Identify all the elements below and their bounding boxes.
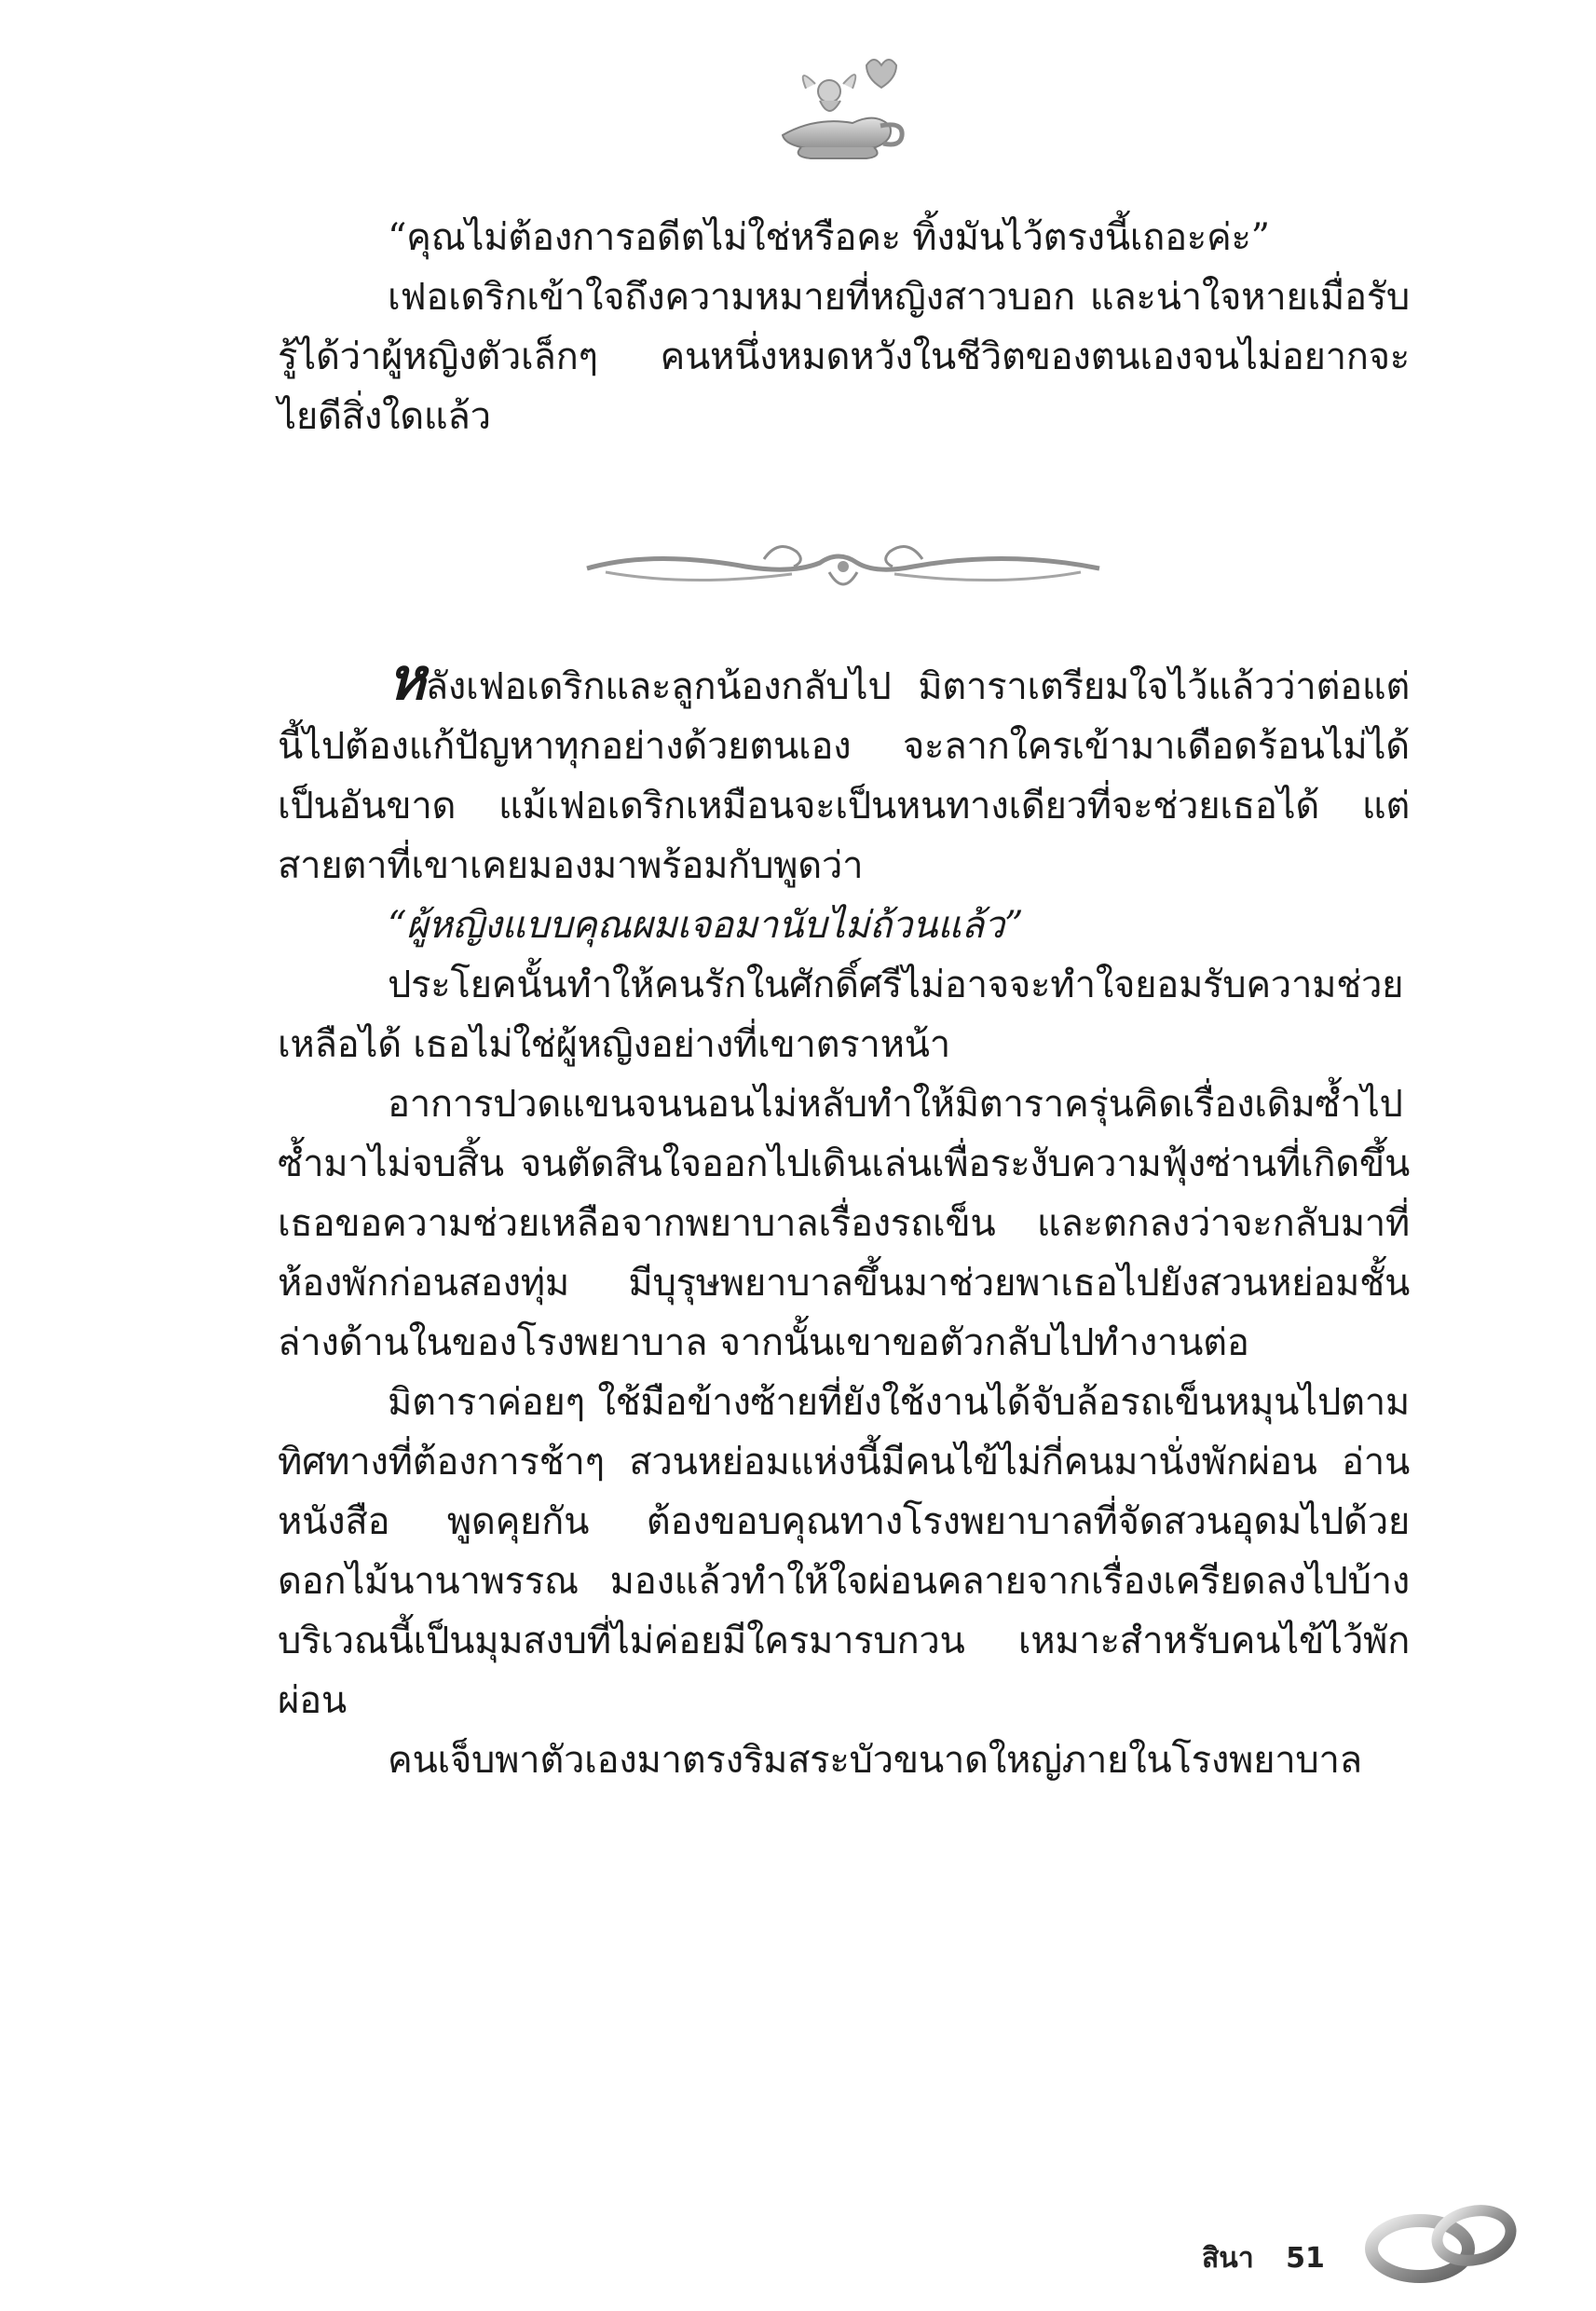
page-number: 51 — [1286, 2242, 1325, 2275]
body-paragraph: เฟอเดริกเข้าใจถึงความหมายที่หญิงสาวบอก และน่าใจหายเมื่อรับรู้ได้ว่าผู้หญิงตัวเล็กๆ คนหนึ่งหมดหวังในชีวิตของตนเองจนไม่อยากจะไยดีสิ่งใดแล้ว — [278, 276, 1410, 438]
wedding-rings-icon — [1362, 2195, 1521, 2288]
section-main — [278, 645, 1410, 1790]
cupid-teapot-ornament-icon — [764, 47, 913, 168]
scroll-flourish-divider-icon — [578, 531, 1109, 606]
section-opening — [278, 208, 1410, 446]
body-paragraph-with-dropcap — [278, 645, 1410, 896]
body-paragraph: มิตาราค่อยๆ ใช้มือข้างซ้ายที่ยังใช้งานได้จับล้อรถเข็นหมุนไปตามทิศทางที่ต้องการช้าๆ สวนหย่อมแห่งนี้มีคนไข้ไม่กี่คนมานั่งพักผ่อน อ่านหนังสือ พูดคุยกัน ต้องขอบคุณทางโรงพยาบาลที่จัดสวนอุดมไปด้วยดอกไม้นานาพรรณ มองแล้วทำให้ใจผ่อนคลายจากเรื่องเครียดลงไปบ้าง บริเวณนี้เป็นมุมสงบที่ไม่ค่อยมีใครมารบกวน เหมาะสำหรับคนไข้ไว้พักผ่อน — [278, 1381, 1410, 1722]
page-footer — [1202, 2236, 1325, 2280]
dialogue-paragraph: “คุณไม่ต้องการอดีตไม่ใช่หรือคะ ทิ้งมันไว้ตรงนี้เถอะค่ะ” — [388, 216, 1270, 259]
dropcap-letter: ห — [388, 645, 426, 713]
book-title: สินา — [1202, 2242, 1254, 2275]
body-paragraph: คนเจ็บพาตัวเองมาตรงริมสระบัวขนาดใหญ่ภายในโรงพยาบาล — [388, 1739, 1362, 1782]
dropcap-paragraph-text: ลังเฟอเดริกและลูกน้องกลับไป มิตาราเตรียมใจไว้แล้วว่าต่อแต่นี้ไปต้องแก้ปัญหาทุกอย่างด้วยตนเอง จะลากใครเข้ามาเดือดร้อนไม่ได้เป็นอันขาด แม้เฟอเดริกเหมือนจะเป็นหนทางเดียวที่จะช่วยเธอได้ แต่สายตาที่เขาเคยมองมาพร้อมกับพูดว่า — [278, 665, 1410, 887]
quote-paragraph: “ผู้หญิงแบบคุณผมเจอมานับไม่ถ้วนแล้ว” — [388, 904, 1024, 947]
body-paragraph: ประโยคนั้นทำให้คนรักในศักดิ์ศรีไม่อาจจะทำใจยอมรับความช่วยเหลือได้ เธอไม่ใช่ผู้หญิงอย่างที่เขาตราหน้า — [278, 964, 1404, 1066]
body-paragraph: อาการปวดแขนจนนอนไม่หลับทำให้มิตาราครุ่นคิดเรื่องเดิมซ้ำไปซ้ำมาไม่จบสิ้น จนตัดสินใจออกไปเดินเล่นเพื่อระงับความฟุ้งซ่านที่เกิดขึ้น เธอขอความช่วยเหลือจากพยาบาลเรื่องรถเข็น และตกลงว่าจะกลับมาที่ห้องพักก่อนสองทุ่ม มีบุรุษพยาบาลขึ้นมาช่วยพาเธอไปยังสวนหย่อมชั้นล่างด้านในของโรงพยาบาล จากนั้นเขาขอตัวกลับไปทำงานต่อ — [278, 1083, 1410, 1364]
